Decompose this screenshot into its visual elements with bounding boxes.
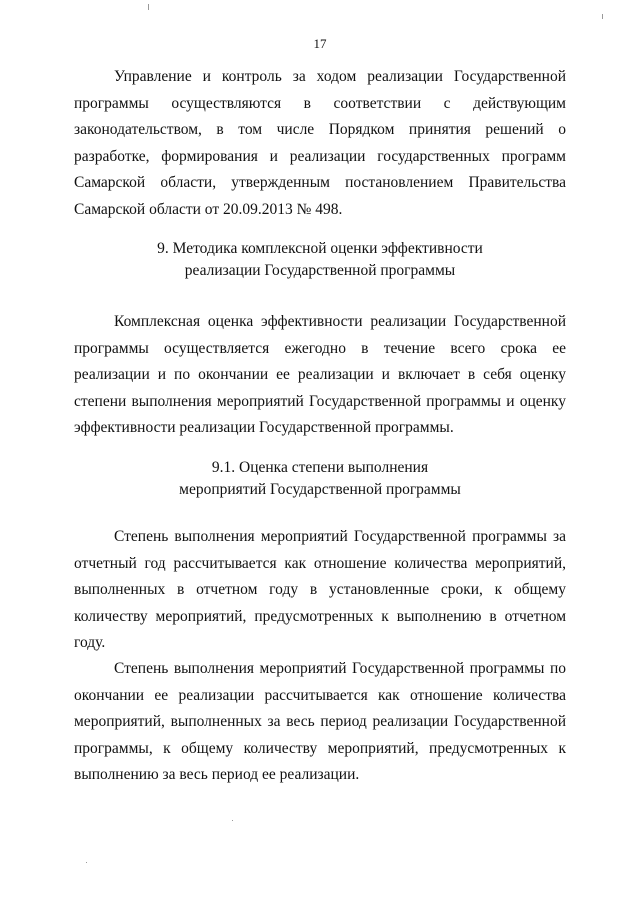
scan-mark xyxy=(148,4,149,10)
section-9-1-heading-line-1: 9.1. Оценка степени выполнения xyxy=(211,459,429,476)
section-9-1-paragraph-1: Степень выполнения мероприятий Государственной программы за отчетный год рассчитывается как отношение количества мероприятий, выполненных в отчетном году в установленные сроки, к общему количеству мероприятий, предусмотренных к выполнению в отчетном году. xyxy=(74,528,566,651)
scan-mark xyxy=(232,820,233,821)
intro-paragraph: Управление и контроль за ходом реализации Государственной программы осуществляются в соответствии с действующим законодательством, в том числе Порядком принятия решений о разработке, формирования и реализации государственных программ Самарской области, утвержденным постановлением Правительства Самарской области от 20.09.2013 № 498. xyxy=(74,68,566,218)
section-9-1-paragraph-2: Степень выполнения мероприятий Государственной программы по окончании ее реализации рассчитывается как отношение количества мероприятий, выполненных за весь период реализации Государственной программы, к общему количеству мероприятий, предусмотренных к выполнению за весь период ее реализации. xyxy=(74,660,566,783)
scan-mark xyxy=(86,862,87,863)
section-9-heading-line-2: реализации Государственной программы xyxy=(184,262,456,279)
section-9-1-heading xyxy=(0,457,640,501)
section-9-heading-line-1: 9. Методика комплексной оценки эффективности xyxy=(157,240,483,257)
page-number: 17 xyxy=(313,36,327,51)
scan-mark xyxy=(602,14,603,19)
section-9-paragraph: Комплексная оценка эффективности реализации Государственной программы осуществляется ежегодно в течение всего срока ее реализации и по окончании ее реализации и включает в себя оценку степени выполнения мероприятий Государственной программы и оценку эффективности реализации Государственной программы. xyxy=(74,313,566,436)
section-9-1-heading-line-2: мероприятий Государственной программы xyxy=(179,481,461,498)
section-9-heading xyxy=(0,238,640,282)
